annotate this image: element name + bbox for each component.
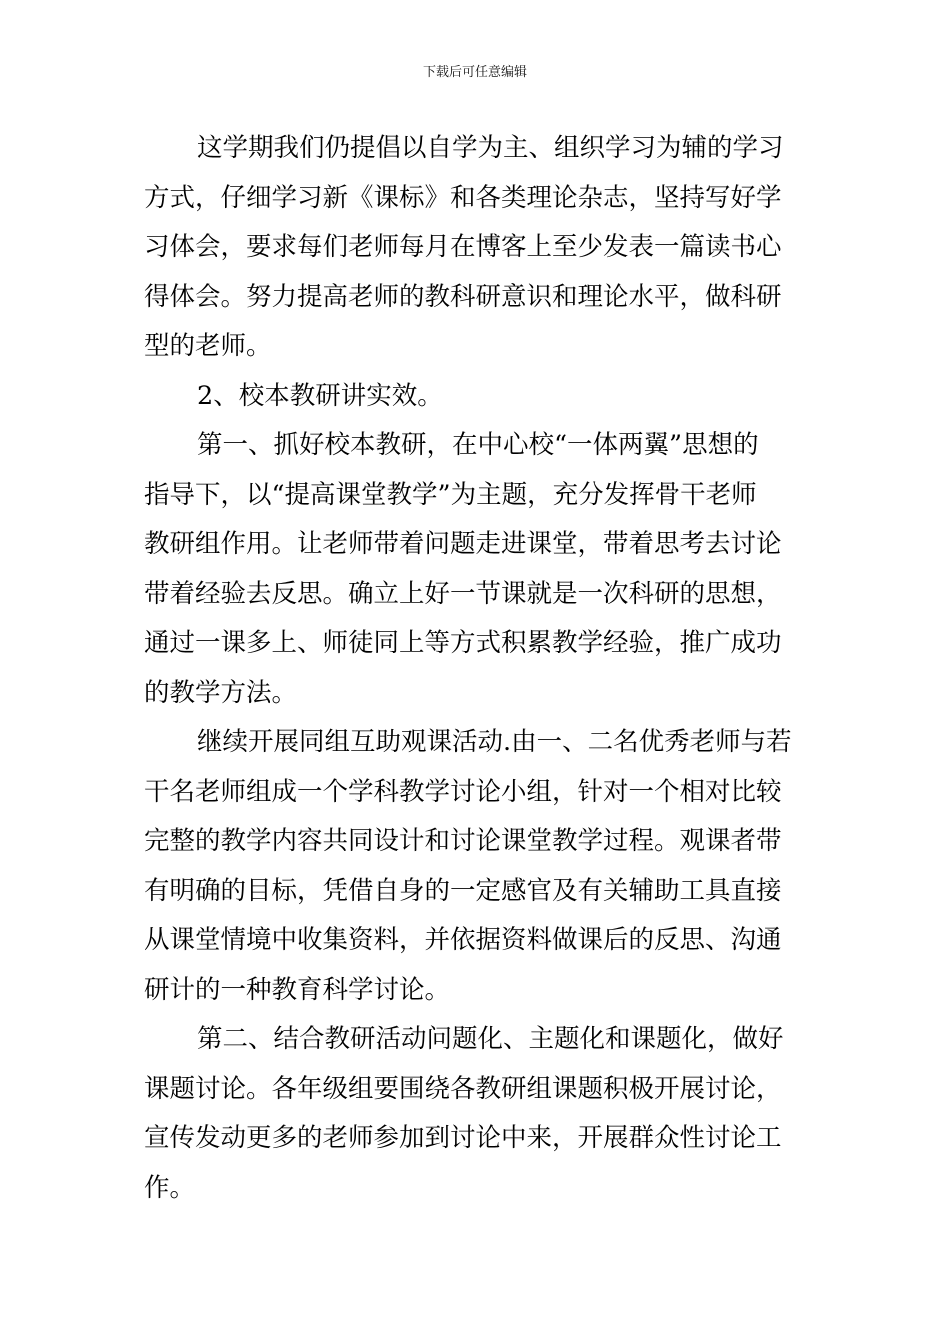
text-line: 通过一课多上、师徒同上等方式积累教学经验，推广成功 bbox=[144, 628, 782, 658]
text-line: 从课堂情境中收集资料，并依据资料做课后的反思、沟通 bbox=[144, 925, 782, 955]
text-line: 研计的一种教育科学讨论。 bbox=[144, 974, 451, 1005]
text-line: 第二、结合教研活动问题化、主题化和课题化，做好 bbox=[197, 1024, 784, 1054]
text-line: 有明确的目标，凭借自身的一定感官及有关辅助工具直接 bbox=[144, 875, 782, 906]
text-line: 干名老师组成一个学科教学讨论小组，针对一个相对比较 bbox=[144, 776, 782, 807]
text-line: 宣传发动更多的老师参加到讨论中来，开展群众性讨论工 bbox=[144, 1123, 782, 1153]
text-line: 作。 bbox=[144, 1172, 196, 1203]
text-line: 型的老师。 bbox=[144, 331, 272, 361]
text-line: 的教学方法。 bbox=[144, 677, 298, 708]
text-line: 教研组作用。让老师带着问题走进课堂，带着思考去讨论 bbox=[144, 529, 782, 559]
text-line: 完整的教学内容共同设计和讨论课堂教学过程。观课者带 bbox=[144, 826, 782, 856]
text-line: 课题讨论。各年级组要围绕各教研组课题积极开展讨论， bbox=[144, 1073, 782, 1104]
text-line: 第一、抓好校本教研，在中心校“一体两翼”思想的 bbox=[197, 430, 759, 460]
text-line: 方式，仔细学习新《课标》和各类理论杂志，坚持写好学 bbox=[144, 182, 782, 213]
text-line: 继续开展同组互助观课活动.由一、二名优秀老师与若 bbox=[197, 727, 792, 757]
text-line: 指导下，以“提高课堂教学”为主题，充分发挥骨干老师 bbox=[144, 479, 757, 510]
text-line: 这学期我们仍提倡以自学为主、组织学习为辅的学习 bbox=[197, 133, 784, 163]
text-line: 得体会。努力提高老师的教科研意识和理论水平，做科研 bbox=[144, 281, 782, 312]
text-line: 2、校本教研讲实效。 bbox=[197, 380, 443, 411]
text-line: 习体会，要求每们老师每月在博客上至少发表一篇读书心 bbox=[144, 232, 782, 262]
text-line: 带着经验去反思。确立上好一节课就是一次科研的思想， bbox=[144, 578, 782, 609]
document-body bbox=[144, 124, 808, 1213]
page-header: 下载后可任意编辑 bbox=[422, 65, 527, 80]
